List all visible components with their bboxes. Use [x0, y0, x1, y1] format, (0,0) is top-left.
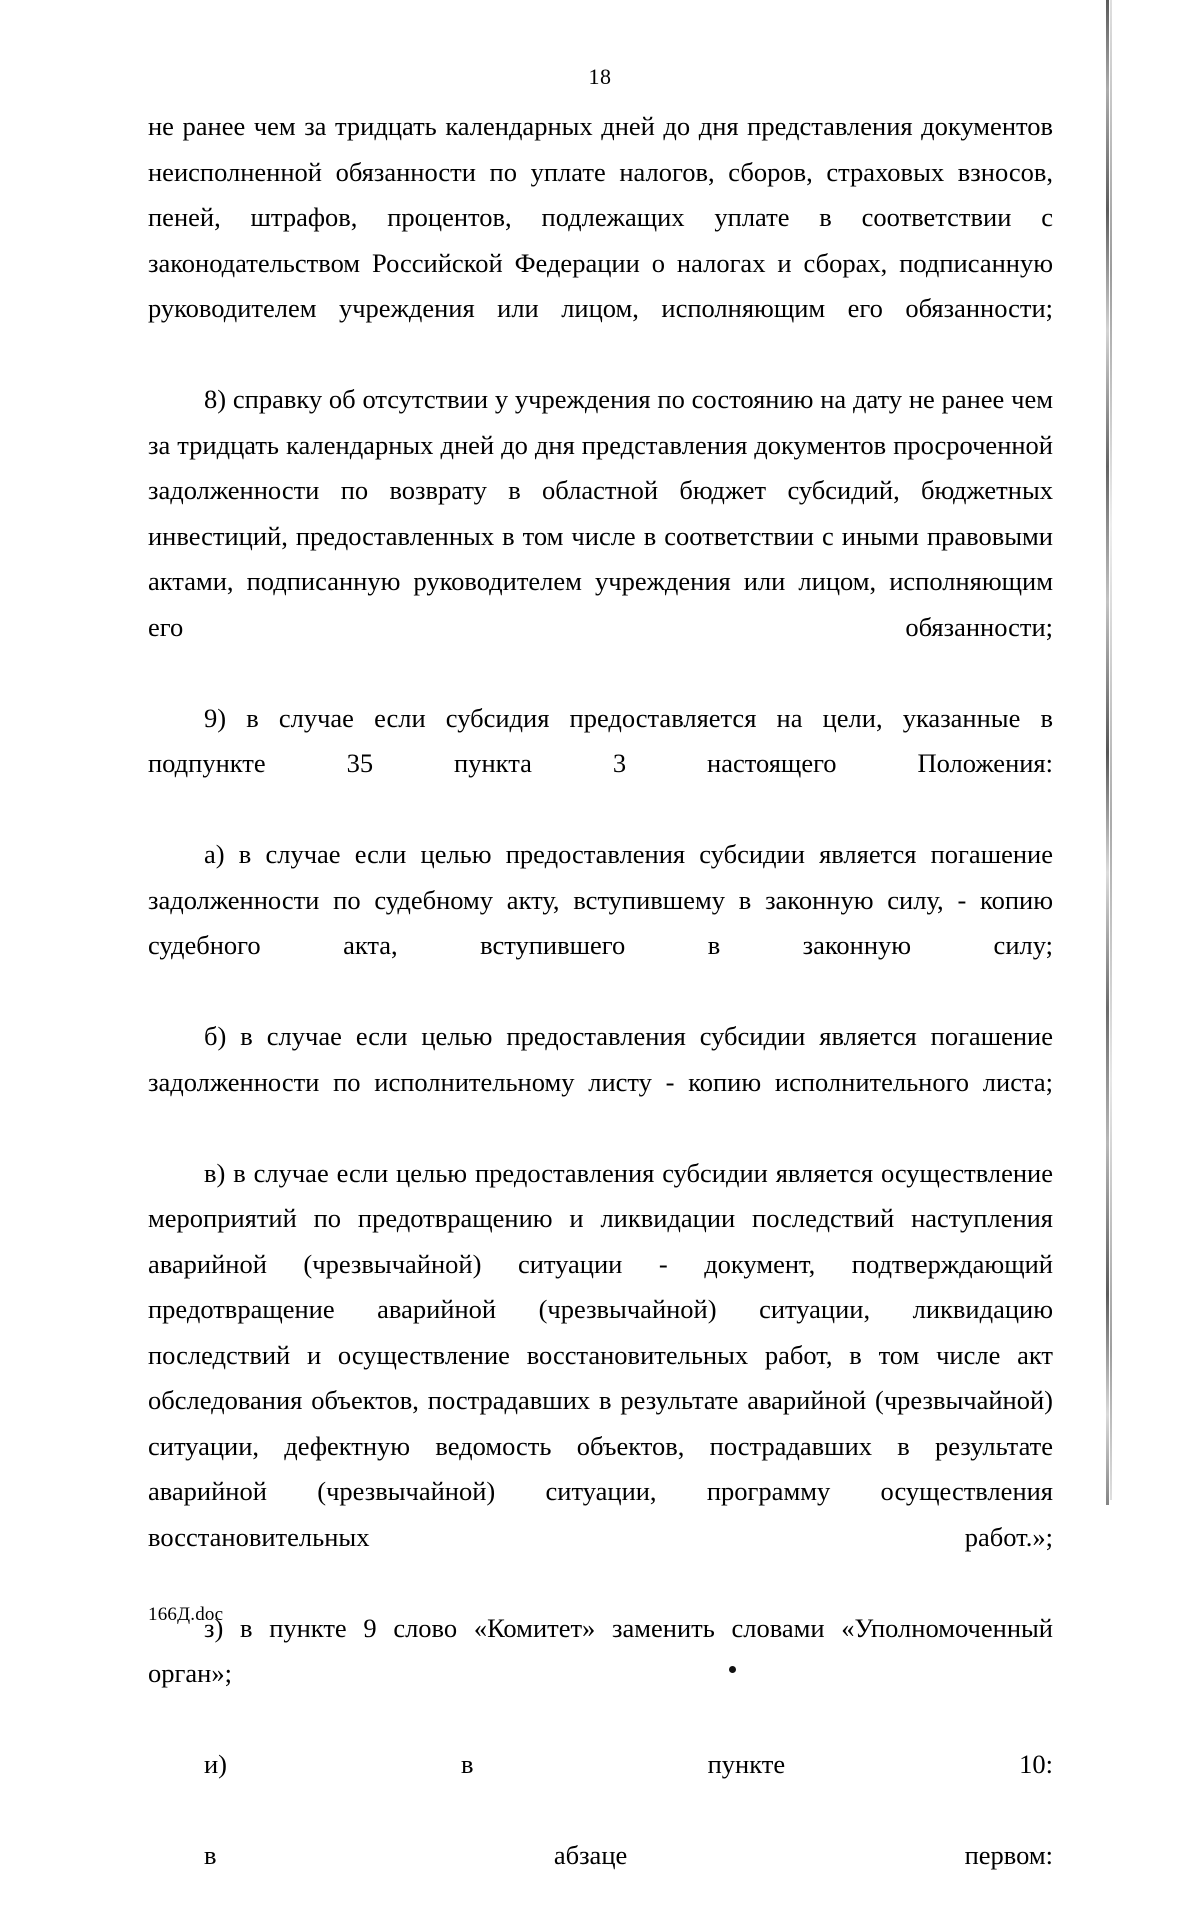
scan-artifact-right-edge-secondary	[1110, 0, 1112, 1500]
paragraph-item-8: 8) справку об отсутствии у учреждения по состоянию на дату не ранее чем за тридцать календарных дней до дня представления документов просроченной задолженности по возврату в областной бюджет субсидий, бюджетных инвестиций, предоставленных в том числе в соответствии с иными правовыми актами, подписанную руководителем учреждения или лицом, исполняющим его обязанности;	[148, 384, 1053, 642]
paragraph-item-9v: в) в случае если целью предоставления субсидии является осуществление мероприятий по предотвращению и ликвидации последствий наступления аварийной (чрезвычайной) ситуации - документ, подтверждающий предотвращение аварийной (чрезвычайной) ситуации, ликвидацию последствий и осуществление восстановительных работ, в том числе акт обследования объектов, пострадавших в результате аварийной (чрезвычайной) ситуации, дефектную ведомость объектов, пострадавших в результате аварийной (чрезвычайной) ситуации, программу осуществления восстановительных работ.»;	[148, 1157, 1053, 1552]
paragraph-item-z: з) в пункте 9 слово «Комитет» заменить словами «Уполномоченный орган»;	[148, 1612, 1053, 1688]
page-number: 18	[588, 64, 612, 89]
scan-artifact-dot	[729, 1666, 736, 1673]
paragraph-abzac-first: в абзаце первом:	[204, 1840, 1053, 1870]
paragraph-item-9: 9) в случае если субсидия предоставляется на цели, указанные в подпункте 35 пункта 3 настоящего Положения:	[148, 702, 1053, 778]
paragraph-item-9a: а) в случае если целью предоставления субсидии является погашение задолженности по судебному акту, вступившему в законную силу, - копию судебного акта, вступившего в законную силу;	[148, 839, 1053, 960]
document-body	[148, 104, 1053, 1924]
scan-artifact-right-edge	[1106, 0, 1109, 1505]
footer-filename: 166Д.doc	[148, 1604, 224, 1625]
paragraph-item-9b: б) в случае если целью предоставления субсидии является погашение задолженности по исполнительному листу - копию исполнительного листа;	[148, 1021, 1053, 1097]
paragraph-continuation-7: не ранее чем за тридцать календарных дней до дня представления документов неисполненной обязанности по уплате налогов, сборов, страховых взносов, пеней, штрафов, процентов, подлежащих уплате в соответствии с законодательством Российской Федерации о налогах и сборах, подписанную руководителем учреждения или лицом, исполняющим его обязанности;	[148, 111, 1053, 323]
paragraph-item-i: и) в пункте 10:	[204, 1749, 1053, 1779]
